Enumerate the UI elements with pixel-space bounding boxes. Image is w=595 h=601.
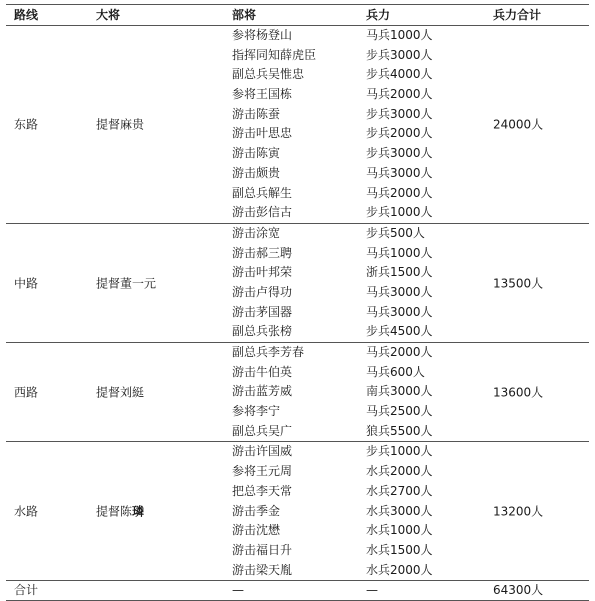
officer-cell: 把总李天常	[232, 483, 293, 498]
table-row	[6, 144, 589, 164]
table-row	[6, 203, 589, 223]
troops-cell: 水兵3000人	[366, 503, 433, 518]
troop-table	[6, 4, 589, 601]
troops-cell: 水兵1000人	[366, 523, 433, 538]
troops-cell: 马兵1000人	[366, 28, 433, 42]
officer-cell: 参将李宁	[232, 404, 281, 419]
table-row	[6, 462, 589, 482]
officer-cell: 游击陈蚕	[232, 106, 281, 121]
header-officer: 部将	[232, 8, 257, 22]
summary-officer: —	[232, 583, 244, 598]
troops-cell: 马兵600人	[366, 364, 425, 379]
route-name: 水路	[14, 504, 39, 519]
header-route: 路线	[14, 8, 39, 22]
officer-cell: 游击梁天胤	[232, 562, 293, 577]
summary-row	[6, 581, 589, 601]
summary-total: 64300人	[493, 583, 544, 598]
route-group	[6, 442, 589, 581]
table-row	[6, 26, 589, 46]
officer-cell: 游击叶思忠	[232, 126, 293, 141]
troops-cell: 步兵3000人	[366, 47, 433, 62]
table-header	[6, 4, 589, 26]
header-general: 大将	[96, 8, 121, 22]
officer-cell: 副总兵吴广	[232, 423, 293, 438]
officer-cell: 副总兵吴惟忠	[232, 67, 305, 82]
officer-cell: 游击彭信古	[232, 205, 293, 220]
troops-cell: 水兵2000人	[366, 464, 433, 479]
table-row	[6, 402, 589, 422]
table-row	[6, 283, 589, 303]
troops-cell: 步兵3000人	[366, 146, 433, 161]
officer-cell: 参将王国栋	[232, 87, 293, 102]
route-name: 中路	[14, 276, 39, 291]
table-row	[6, 184, 589, 204]
general-name-text: 提督陈	[96, 504, 133, 519]
officer-cell: 指挥同知薛虎臣	[232, 47, 317, 62]
troops-cell: 步兵500人	[366, 225, 425, 240]
officer-cell: 游击蓝芳威	[232, 384, 293, 399]
general-name-text: 提督董一元	[96, 276, 157, 291]
group-total: 13200人	[493, 504, 544, 519]
route-group	[6, 343, 589, 442]
officer-cell: 游击涂宽	[232, 225, 281, 240]
table-row	[6, 303, 589, 323]
officer-cell: 游击叶邦荣	[232, 265, 293, 280]
officer-cell: 参将王元周	[232, 464, 293, 479]
group-total: 13600人	[493, 385, 544, 400]
route-group	[6, 26, 589, 224]
table-row	[6, 322, 589, 342]
officer-cell: 游击牛伯英	[232, 364, 293, 379]
officer-cell: 副总兵解生	[232, 185, 293, 200]
group-total: 24000人	[493, 117, 544, 132]
table-row	[6, 244, 589, 264]
officer-cell: 游击福日升	[232, 542, 293, 557]
troops-cell: 马兵3000人	[366, 165, 433, 180]
table-row	[6, 482, 589, 502]
troops-cell: 步兵2000人	[366, 126, 433, 141]
troops-cell: 马兵2000人	[366, 345, 433, 359]
officer-cell: 游击颇贵	[232, 165, 281, 180]
troops-cell: 马兵3000人	[366, 284, 433, 299]
officer-cell: 游击郝三聘	[232, 245, 293, 260]
troops-cell: 狼兵5500人	[366, 423, 433, 438]
troops-cell: 马兵1000人	[366, 245, 433, 260]
troops-cell: 水兵1500人	[366, 542, 433, 557]
troops-cell: 步兵4000人	[366, 67, 433, 82]
table-row	[6, 263, 589, 283]
troops-cell: 步兵1000人	[366, 444, 433, 459]
troops-cell: 步兵4500人	[366, 324, 433, 339]
table-row	[6, 46, 589, 66]
officer-cell: 游击茅国器	[232, 304, 293, 319]
officer-cell: 游击卢得功	[232, 284, 293, 299]
header-troops: 兵力	[366, 8, 391, 22]
table-row	[6, 363, 589, 383]
general-name-text: 提督麻贵	[96, 117, 145, 132]
header-total: 兵力合计	[493, 8, 542, 22]
table-row	[6, 65, 589, 85]
general-name-text: 提督刘綎	[96, 385, 145, 400]
table-row	[6, 422, 589, 442]
summary-troops: —	[366, 583, 378, 598]
table-row	[6, 105, 589, 125]
table-row	[6, 442, 589, 462]
route-name: 西路	[14, 385, 39, 400]
table-row	[6, 124, 589, 144]
troops-cell: 步兵1000人	[366, 205, 433, 220]
troops-cell: 马兵2000人	[366, 87, 433, 102]
officer-cell: 副总兵张榜	[232, 324, 293, 339]
officer-cell: 参将杨登山	[232, 28, 293, 42]
group-total: 13500人	[493, 276, 544, 291]
table-row	[6, 224, 589, 244]
troops-cell: 浙兵1500人	[366, 265, 433, 280]
table-row	[6, 382, 589, 402]
troops-cell: 马兵2000人	[366, 185, 433, 200]
troops-cell: 南兵3000人	[366, 384, 433, 399]
officer-cell: 游击许国威	[232, 444, 293, 459]
table-row	[6, 164, 589, 184]
officer-cell: 游击季金	[232, 503, 281, 518]
summary-label: 合计	[14, 583, 39, 598]
troops-cell: 水兵2700人	[366, 483, 433, 498]
table-row	[6, 343, 589, 363]
officer-cell: 副总兵李芳春	[232, 345, 305, 359]
table-row	[6, 85, 589, 105]
general-name-rare-char: 璘	[132, 504, 145, 519]
route-group	[6, 224, 589, 343]
officer-cell: 游击沈懋	[232, 523, 281, 538]
officer-cell: 游击陈寅	[232, 146, 281, 161]
troops-cell: 水兵2000人	[366, 562, 433, 577]
table-row	[6, 541, 589, 561]
troops-cell: 步兵3000人	[366, 106, 433, 121]
table-row	[6, 561, 589, 581]
troops-cell: 马兵3000人	[366, 304, 433, 319]
troops-cell: 马兵2500人	[366, 404, 433, 419]
table-row	[6, 502, 589, 522]
route-name: 东路	[14, 117, 39, 132]
table-row	[6, 521, 589, 541]
